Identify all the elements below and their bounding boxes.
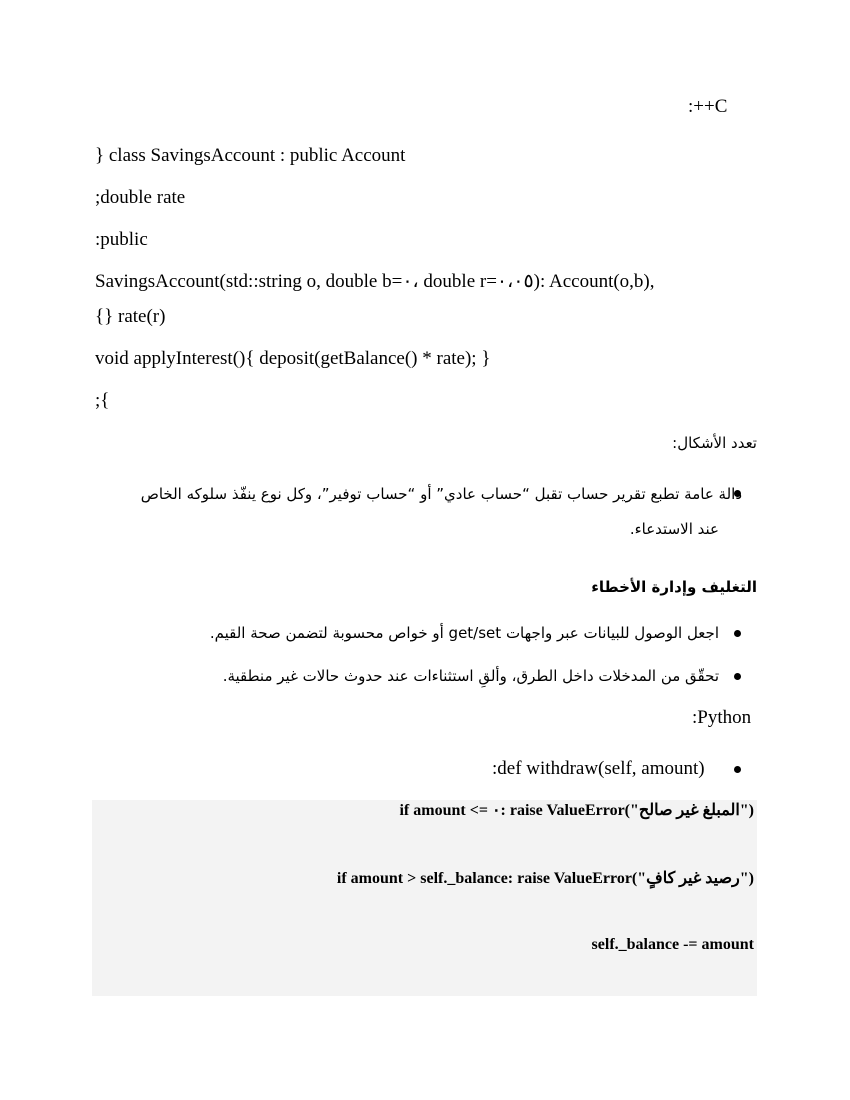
polymorphism-bullet-line-2: عند الاستدعاء. (629, 520, 719, 538)
python-code-line-3: self._balance -= amount (591, 936, 754, 953)
encapsulation-bullet-2: تحقّق من المدخلات داخل الطرق، وألقِ استثناءات عند حدوث حالات غير منطقية. (222, 667, 719, 685)
polymorphism-bullet-line-1: دالة عامة تطبع تقرير حساب تقبل “حساب عادي” أو “حساب توفير”، وكل نوع ينفّذ سلوكه الخاص (140, 485, 742, 503)
cpp-code-line-3: :public (95, 229, 148, 250)
encapsulation-bullet-1: اجعل الوصول للبيانات عبر واجهات get/set أو خواص محسوبة لتضمن صحة القيم. (209, 624, 719, 642)
python-code-line-2: if amount > self._balance: raise ValueError("رصيد غير كافٍ") (336, 870, 754, 887)
encapsulation-heading: التغليف وإدارة الأخطاء (591, 578, 757, 596)
cpp-code-line-2: ;double rate (95, 187, 186, 208)
cpp-code-line-6: void applyInterest(){ deposit(getBalance() * rate); } (95, 348, 491, 369)
python-code-block (92, 800, 757, 996)
polymorphism-heading: تعدد الأشكال: (672, 434, 757, 452)
cpp-code-line-7: ;{ (95, 390, 110, 411)
cpp-code-line-1: } class SavingsAccount : public Account (95, 145, 406, 166)
bullet-icon (734, 630, 741, 637)
bullet-icon (734, 673, 741, 680)
python-def-line: :def withdraw(self, amount) (492, 758, 705, 779)
bullet-icon (734, 766, 741, 773)
cpp-heading: :++C (688, 96, 728, 117)
python-heading: :Python (692, 707, 752, 728)
cpp-code-line-5: {} rate(r) (95, 306, 166, 327)
cpp-code-line-4: SavingsAccount(std::string o, double b=٠، double r=٠،٠٥): Account(o,b), (95, 271, 655, 292)
python-code-line-1: if amount <= ٠: raise ValueError("المبلغ غير صالح") (399, 802, 754, 819)
